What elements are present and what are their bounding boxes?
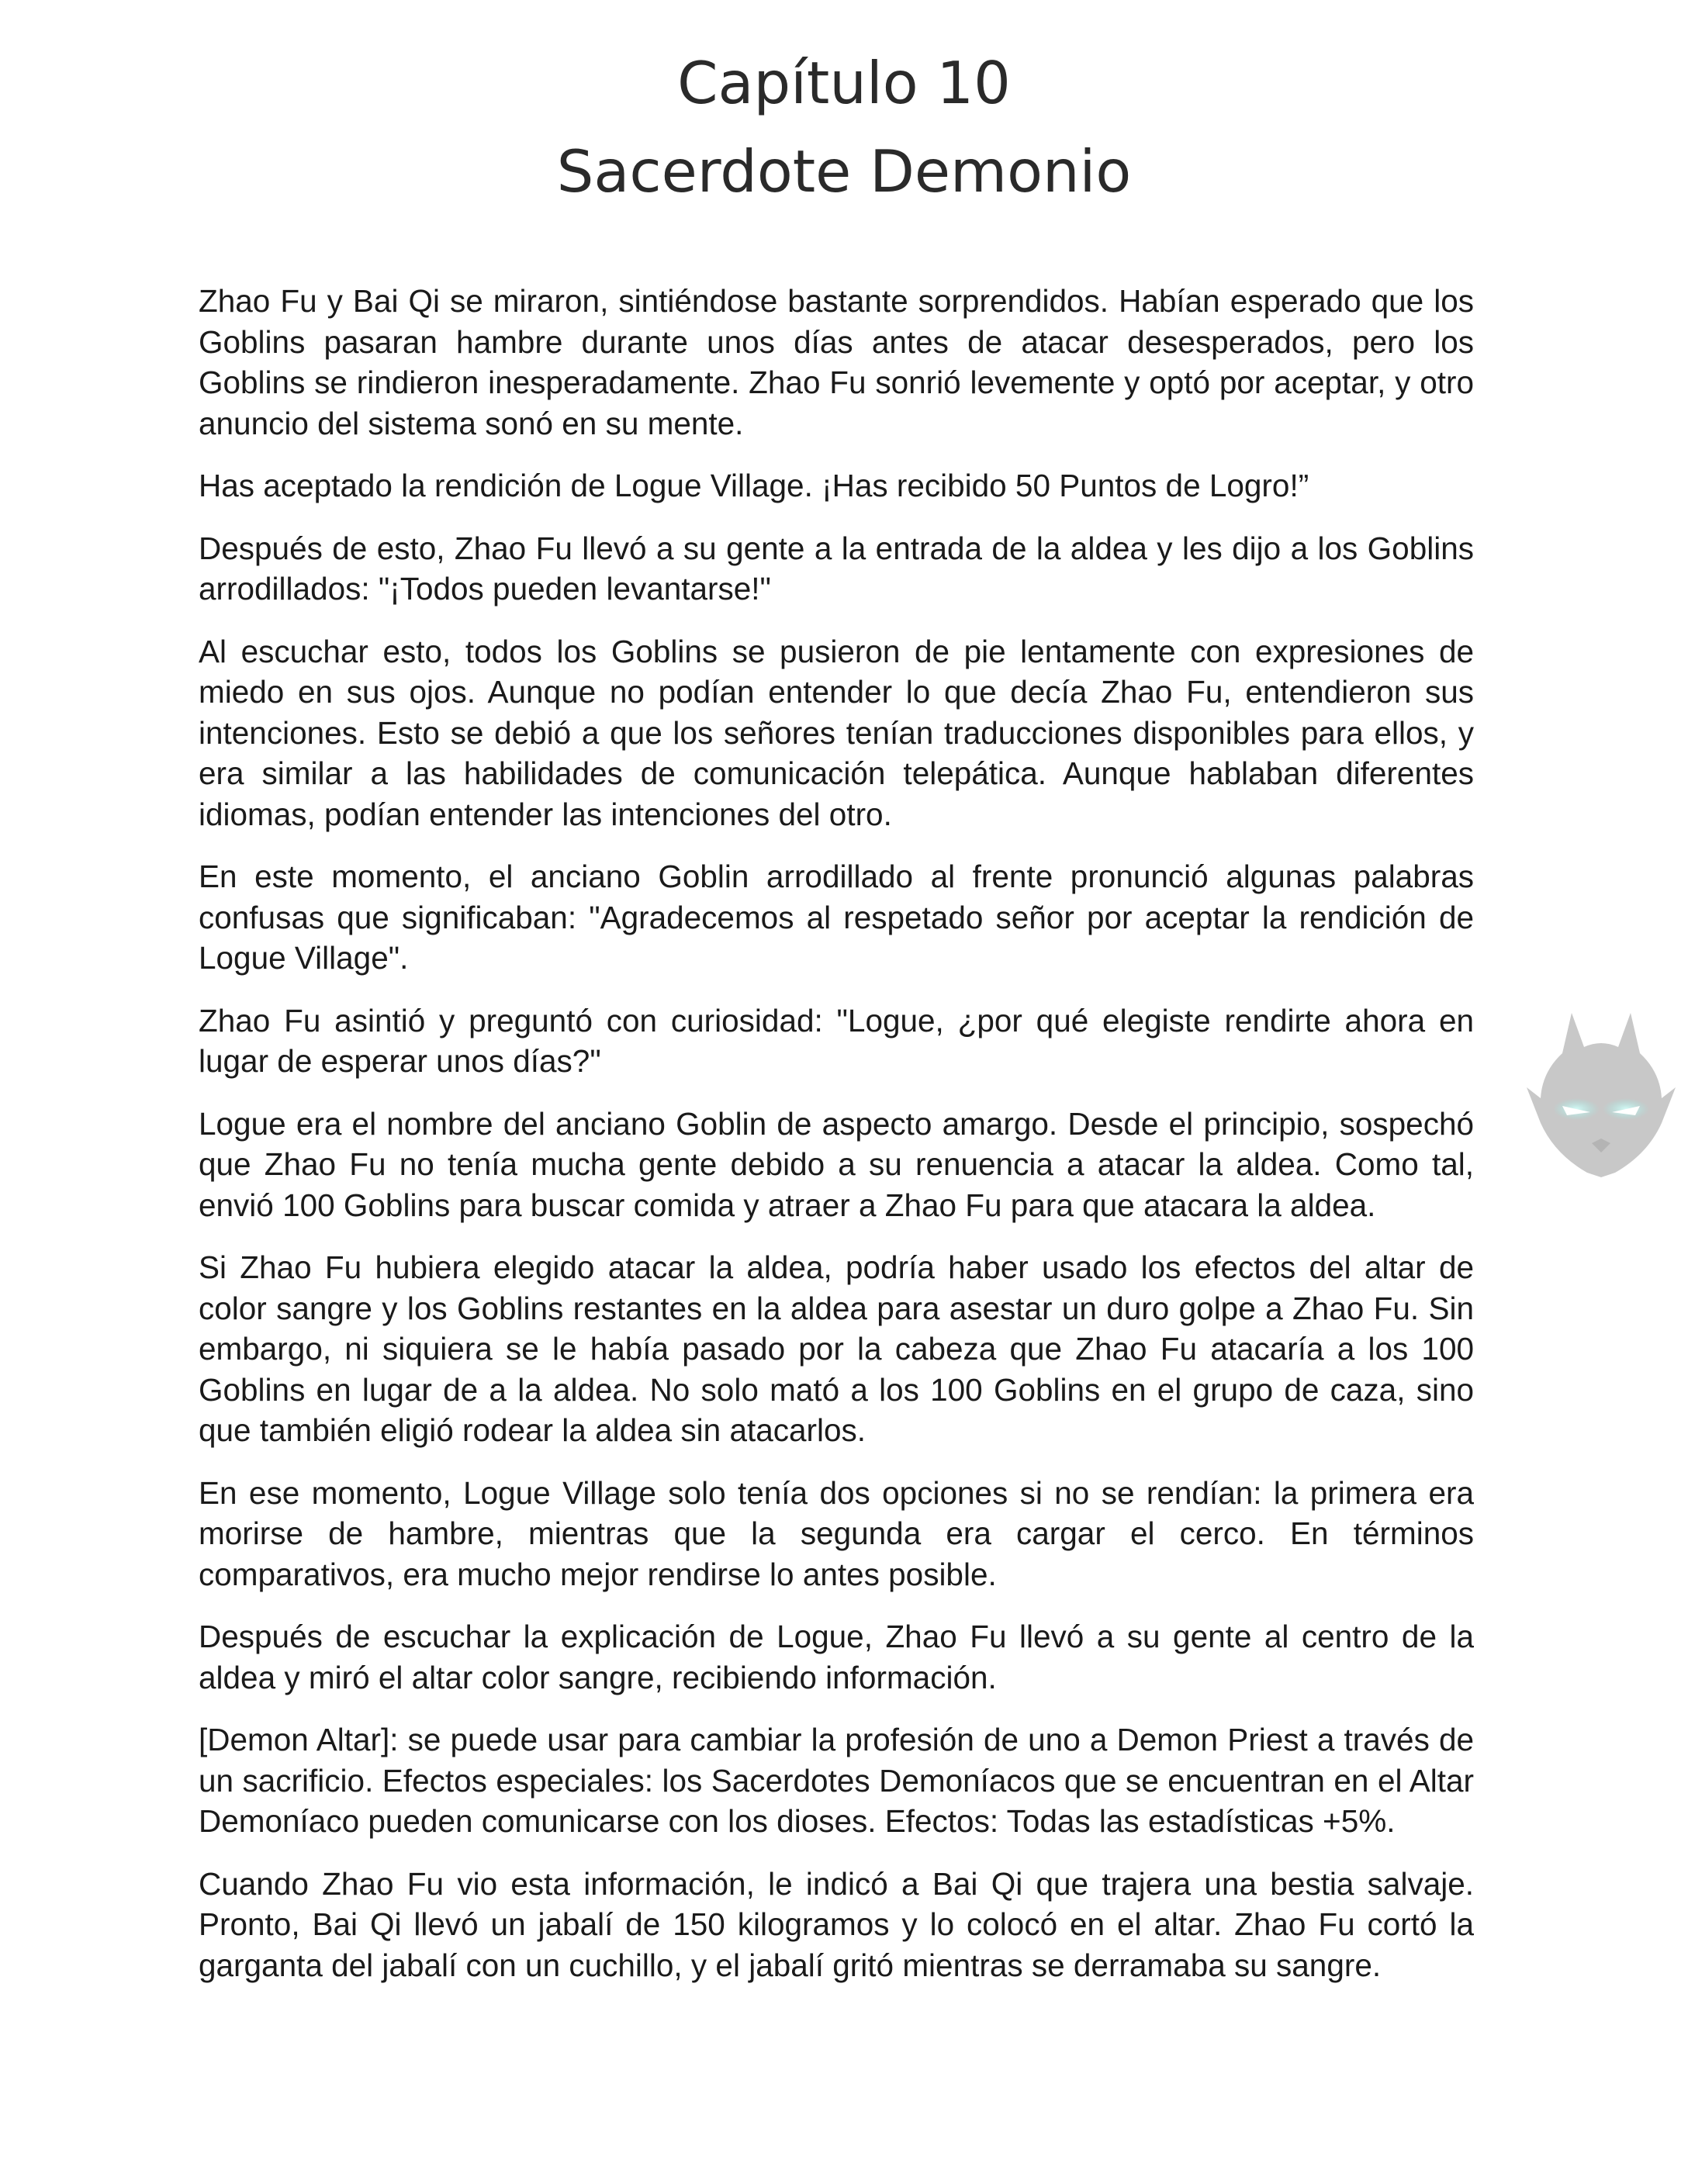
demon-head-icon (1524, 1007, 1679, 1177)
chapter-title: Sacerdote Demonio (556, 137, 1132, 206)
paragraph: Al escuchar esto, todos los Goblins se pusieron de pie lentamente con expresiones de miedo en sus ojos. Aunque no podían entender lo que decía Zhao Fu, entendieron sus intenciones. Esto se debió a que los señores tenían traducciones disponibles para ellos, y era similar a las habilidades de comunicación telepática. Aunque hablaban diferentes idiomas, podían entender las intenciones del otro. (199, 633, 1474, 832)
paragraph: [Demon Altar]: se puede usar para cambiar la profesión de uno a Demon Priest a través de un sacrificio. Efectos especiales: los Sacerdotes Demoníacos que se encuentran en el Altar Demoníaco pueden comunicarse con los dioses. Efectos: Todas las estadísticas +5%. (199, 1722, 1474, 1839)
paragraph: En ese momento, Logue Village solo tenía dos opciones si no se rendían: la primera era morirse de hambre, mientras que la segunda era cargar el cerco. En términos comparativos, era mucho mejor rendirse lo antes posible. (199, 1474, 1474, 1592)
paragraph: Cuando Zhao Fu vio esta información, le indicó a Bai Qi que trajera una bestia salvaje. Pronto, Bai Qi llevó un jabalí de 150 kilogramos y lo colocó en el altar. Zhao Fu cortó la garganta del jabalí con un cuchillo, y el jabalí gritó mientras se derramaba su sangre. (199, 1865, 1474, 1983)
paragraph: Después de esto, Zhao Fu llevó a su gente a la entrada de la aldea y les dijo a los Goblins arrodillados: "¡Todos pueden levantarse!" (199, 530, 1474, 606)
paragraph: Zhao Fu y Bai Qi se miraron, sintiéndose bastante sorprendidos. Habían esperado que los Goblins pasaran hambre durante unos días antes de atacar desesperados, pero los Goblins se rindieron inesperadamente. Zhao Fu sonrió levemente y optó por aceptar, y otro anuncio del sistema sonó en su mente. (199, 283, 1474, 441)
paragraph: Si Zhao Fu hubiera elegido atacar la aldea, podría haber usado los efectos del altar de color sangre y los Goblins restantes en la aldea para asestar un duro golpe a Zhao Fu. Sin embargo, ni siquiera se le había pasado por la cabeza que Zhao Fu atacaría a los 100 Goblins en lugar de a la aldea. No solo mató a los 100 Goblins en el grupo de caza, sino que también eligió rodear la aldea sin atacarlos. (199, 1249, 1474, 1448)
paragraph: Logue era el nombre del anciano Goblin de aspecto amargo. Desde el principio, sospechó que Zhao Fu no tenía mucha gente debido a su renuencia a atacar la aldea. Como tal, envió 100 Goblins para buscar comida y atraer a Zhao Fu para que atacara la aldea. (199, 1105, 1474, 1223)
paragraph: En este momento, el anciano Goblin arrodillado al frente pronunció algunas palabras confusas que significaban: "Agradecemos al respetado señor por aceptar la rendición de Logue Village". (199, 859, 1474, 976)
paragraph: Después de escuchar la explicación de Logue, Zhao Fu llevó a su gente al centro de la aldea y miró el altar color sangre, recibiendo información. (199, 1619, 1474, 1695)
paragraph: Has aceptado la rendición de Logue Village. ¡Has recibido 50 Puntos de Logro!” (199, 468, 1309, 503)
chapter-header (0, 39, 1688, 216)
chapter-number: Capítulo 10 (677, 49, 1011, 117)
paragraph: Zhao Fu asintió y preguntó con curiosidad: "Logue, ¿por qué elegiste rendirte ahora en lugar de esperar unos días?" (199, 1002, 1474, 1079)
chapter-body (199, 281, 1474, 2007)
